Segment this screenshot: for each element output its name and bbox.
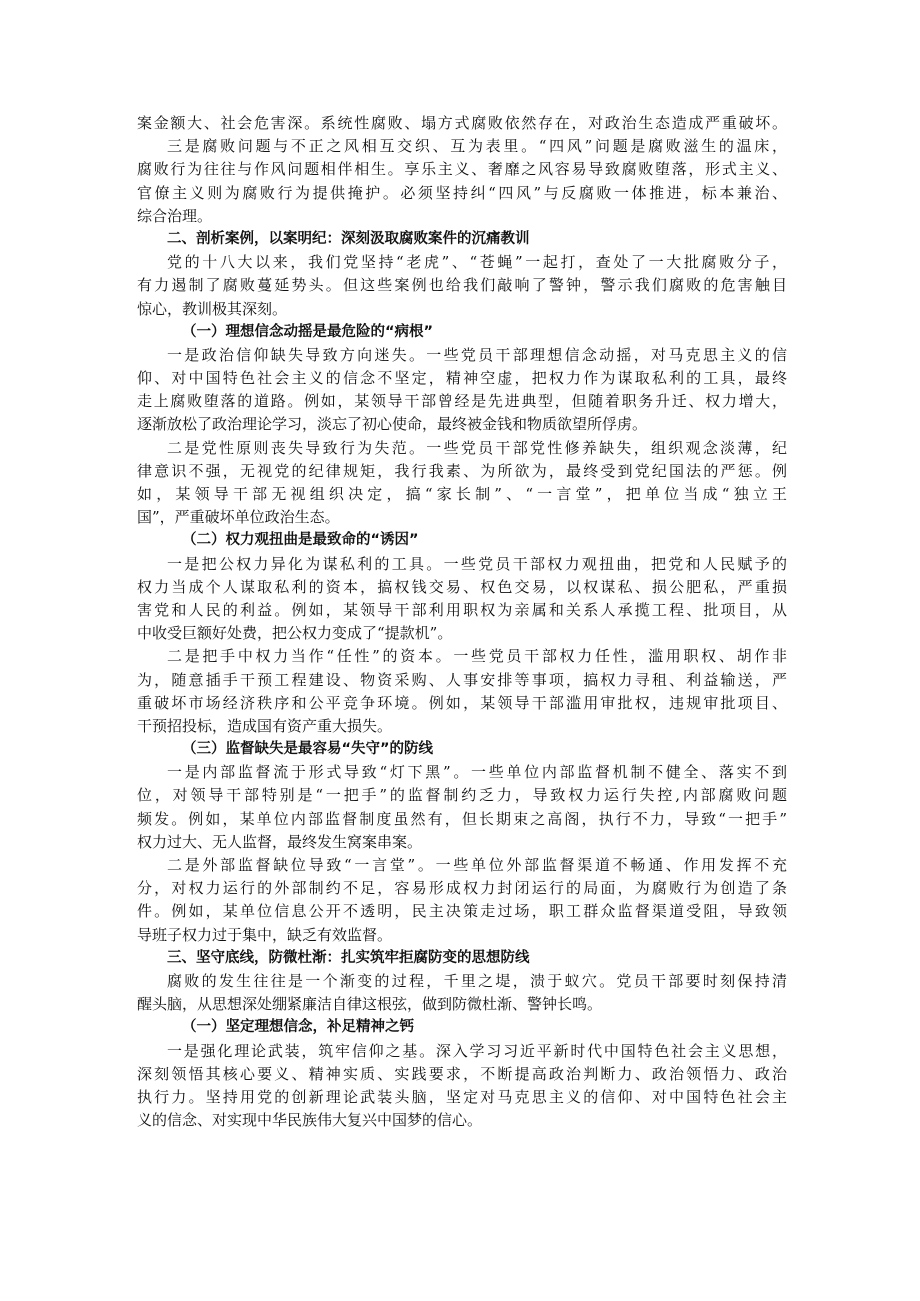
body-text-line: 腐败行为往往与作风问题相伴相生。享乐主义、奢靡之风容易导致腐败堕落，形式主义、 <box>137 160 787 179</box>
paragraph-last-line: 综合治理。 <box>137 206 213 225</box>
subsection-heading: （一）坚定理想信念，补足精神之钙 <box>182 1019 414 1036</box>
section-heading: 三、坚守底线，防微杜渐：扎实筑牢拒腐防变的思想防线 <box>167 949 530 966</box>
paragraph-first-line: 一是强化理论武装，筑牢信仰之基。深入学习习近平新时代中国特色社会主义思想， <box>167 1041 787 1060</box>
body-text-line: 走上腐败堕落的道路。例如，某领导干部曾经是先进典型，但随着职务升迁、权力增大， <box>137 392 787 411</box>
paragraph-first-line: 二是把手中权力当作“任性”的资本。一些党员干部权力任性，滥用职权、胡作非 <box>167 647 787 666</box>
body-text-line: 律意识不强，无视党的纪律规矩，我行我素、为所欲为，最终受到党纪国法的严惩。例 <box>137 461 787 480</box>
paragraph-last-line: 干预招投标，造成国有资产重大损失。 <box>137 716 393 735</box>
paragraph-first-line: 党的十八大以来，我们党坚持“老虎”、“苍蝇”一起打，查处了一大批腐败分子， <box>167 253 787 272</box>
paragraph-first-line: 一是政治信仰缺失导致方向迷失。一些党员干部理想信念动摇，对马克思主义的信 <box>167 345 787 364</box>
subsection-heading: （三）监督缺失是最容易“失守”的防线 <box>182 741 434 758</box>
section-heading: 二、剖析案例，以案明纪：深刻汲取腐败案件的沉痛教训 <box>167 230 530 247</box>
paragraph-last-line: 国”，严重破坏单位政治生态。 <box>137 508 340 527</box>
body-text-line: 案金额大、社会危害深。系统性腐败、塌方式腐败依然存在，对政治生态造成严重破坏。 <box>137 114 787 132</box>
paragraph-first-line: 二是外部监督缺位导致“一言堂”。一些单位外部监督渠道不畅通、作用发挥不充 <box>167 856 787 874</box>
body-text-line: 为，随意插手干预工程建设、物资采购、人事安排等事项，搞权力寻租、利益输送，严 <box>137 670 787 689</box>
body-text-line: 位，对领导干部特别是“一把手”的监督制约乏力，导致权力运行失控,内部腐败问题 <box>137 786 787 805</box>
body-text-line: 深刻领悟其核心要义、精神实质、实践要求，不断提高政治判断力、政治领悟力、政治 <box>137 1064 787 1083</box>
paragraph-last-line: 中收受巨额好处费，把公权力变成了“提款机”。 <box>137 624 453 643</box>
subsection-heading: （一）理想信念动摇是最危险的“病根” <box>182 323 434 340</box>
body-text-line: 执行力。坚持用党的创新理论武装头脑，坚定对马克思主义的信仰、对中国特色社会主 <box>137 1087 787 1106</box>
paragraph-first-line: 三是腐败问题与不正之风相互交织、互为表里。“四风”问题是腐败滋生的温床， <box>167 137 787 156</box>
paragraph-first-line: 一是把公权力异化为谋私利的工具。一些党员干部权力观扭曲，把党和人民赋予的 <box>167 554 787 573</box>
body-text-line: 件。例如，某单位信息公开不透明，民主决策走过场，职工群众监督渠道受阻，导致领 <box>137 902 787 921</box>
paragraph-last-line: 权力过大、无人监督，最终发生窝案串案。 <box>137 832 423 851</box>
body-text-line: 害党和人民的利益。例如，某领导干部利用职权为亲属和关系人承揽工程、批项目，从 <box>137 600 787 619</box>
paragraph-last-line: 惊心，教训极其深刻。 <box>137 299 288 318</box>
body-text-line: 如，某领导干部无视组织决定，搞“家长制”、“一言堂”，把单位当成“独立王 <box>137 485 787 503</box>
subsection-heading: （二）权力观扭曲是最致命的“诱因” <box>182 532 419 549</box>
paragraph-first-line: 一是内部监督流于形式导致“灯下黑”。一些单位内部监督机制不健全、落实不到 <box>167 763 787 782</box>
body-text-line: 频发。例如，某单位内部监督制度虽然有，但长期束之高阁，执行不力，导致“一把手” <box>137 809 787 828</box>
body-text-line: 重破坏市场经济秩序和公平竞争环境。例如，某领导干部滥用审批权，违规审批项目、 <box>137 693 787 712</box>
paragraph-first-line: 腐败的发生往往是一个渐变的过程，千里之堤，溃于蚁穴。党员干部要时刻保持清 <box>167 971 787 990</box>
body-text-line: 仰、对中国特色社会主义的信念不坚定，精神空虚，把权力作为谋取私利的工具，最终 <box>137 369 787 388</box>
paragraph-first-line: 二是党性原则丧失导致行为失范。一些党员干部党性修养缺失，组织观念淡薄，纪 <box>167 438 787 457</box>
body-text-line: 分，对权力运行的外部制约不足，容易形成权力封闭运行的局面，为腐败行为创造了条 <box>137 879 787 898</box>
body-text-line: 有力遏制了腐败蔓延势头。但这些案例也给我们敲响了警钟，警示我们腐败的危害触目 <box>137 276 787 295</box>
document-page <box>137 112 787 1132</box>
body-text-line: 官僚主义则为腐败行为提供掩护。必须坚持纠“四风”与反腐败一体推进，标本兼治、 <box>137 183 787 202</box>
paragraph-last-line: 逐渐放松了政治理论学习，淡忘了初心使命，最终被金钱和物质欲望所俘虏。 <box>137 415 648 434</box>
body-text-line: 权力当成个人谋取私利的资本，搞权钱交易、权色交易，以权谋私、损公肥私，严重损 <box>137 577 787 596</box>
paragraph-last-line: 醒头脑，从思想深处绷紧廉洁自律这根弦，做到防微杜渐、警钟长鸣。 <box>137 995 603 1014</box>
paragraph-last-line: 义的信念、对实现中华民族伟大复兴中国梦的信心。 <box>137 1111 483 1130</box>
paragraph-last-line: 导班子权力过于集中，缺乏有效监督。 <box>137 925 393 944</box>
